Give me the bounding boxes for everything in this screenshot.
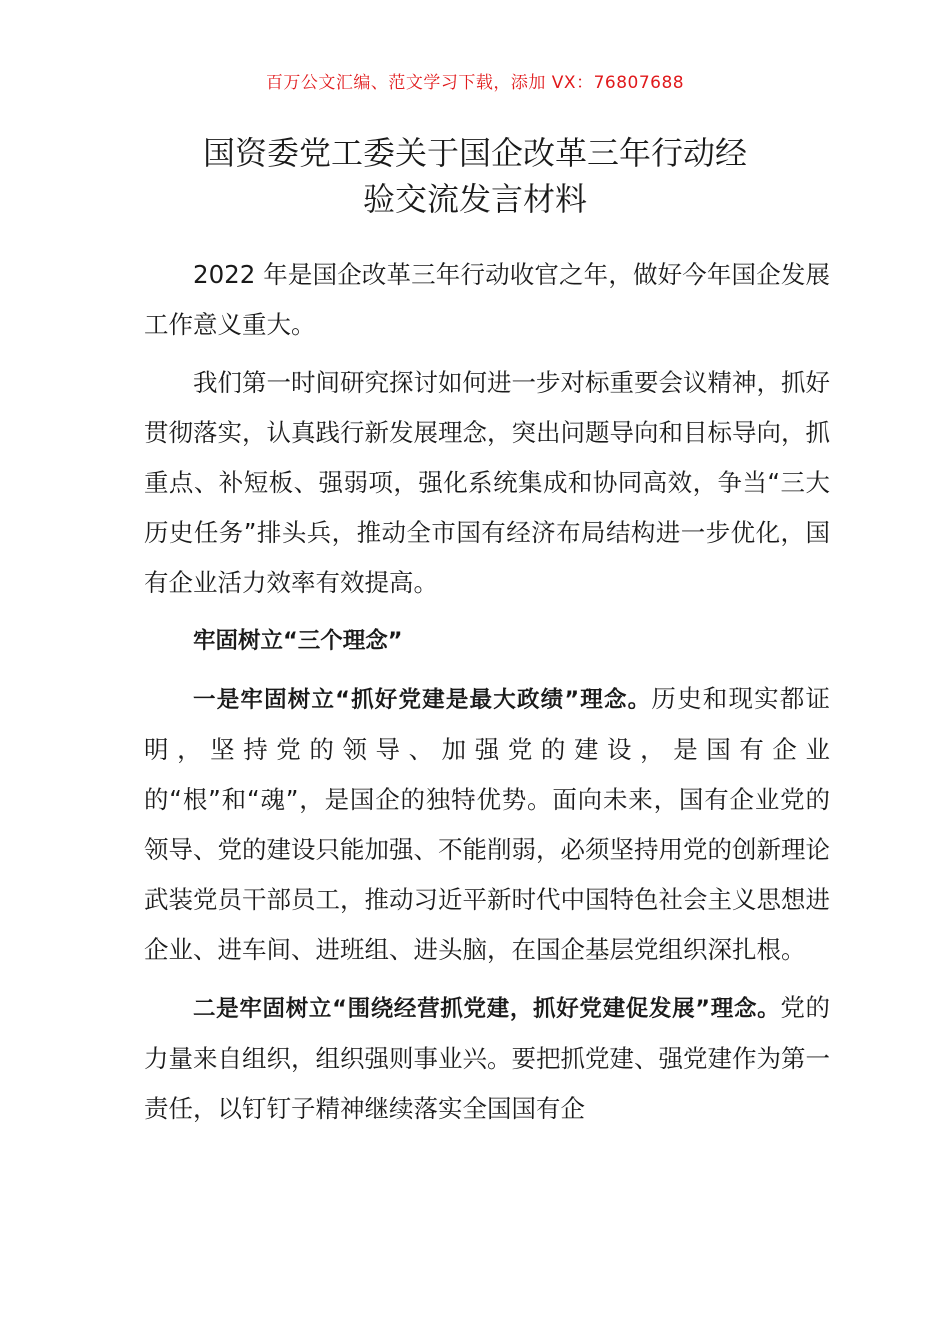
paragraph-1: 2022 年是国企改革三年行动收官之年，做好今年国企发展工作意义重大。 (144, 260, 830, 339)
document-title (0, 130, 950, 222)
paragraph-4-text: 党的力量来自组织，组织强则事业兴。要把抓党建、强党建作为第一责任，以钉钉子精神继续落实全国国有企 (144, 993, 831, 1123)
title-line-1: 国资委党工委关于国企改革三年行动经 (202, 134, 747, 172)
title-line-2: 验交流发言材料 (362, 180, 587, 218)
paragraph-4-lead: 二是牢固树立“围绕经营抓党建，抓好党建促发展”理念。 (193, 996, 781, 1022)
document-body (144, 250, 830, 1134)
paragraph-3-lead: 一是牢固树立“抓好党建是最大政绩”理念。 (193, 687, 652, 713)
paragraph-3-text: 历史和现实都证明，坚持党的领导、加强党的建设，是国有企业的“根”和“魂”，是国企的独特优势。面向未来，国有企业党的领导、党的建设只能加强、不能削弱，必须坚持用党的创新理论武装党员干部员工，推动习近平新时代中国特色社会主义思想进企业、进车间、进班组、进头脑，在国企基层党组织深扎根。 (144, 684, 831, 964)
paragraph-3 (144, 674, 830, 975)
paragraph-4 (144, 983, 830, 1134)
paragraph-2: 我们第一时间研究探讨如何进一步对标重要会议精神，抓好贯彻落实，认真践行新发展理念，突出问题导向和目标导向，抓重点、补短板、强弱项，强化系统集成和协同高效，争当“三大历史任务”排头兵，推动全市国有经济布局结构进一步优化，国有企业活力效率有效提高。 (144, 368, 830, 597)
header-note: 百万公文汇编、范文学习下载，添加 VX：76807688 (265, 73, 685, 93)
section-heading: 牢固树立“三个理念” (193, 628, 403, 654)
